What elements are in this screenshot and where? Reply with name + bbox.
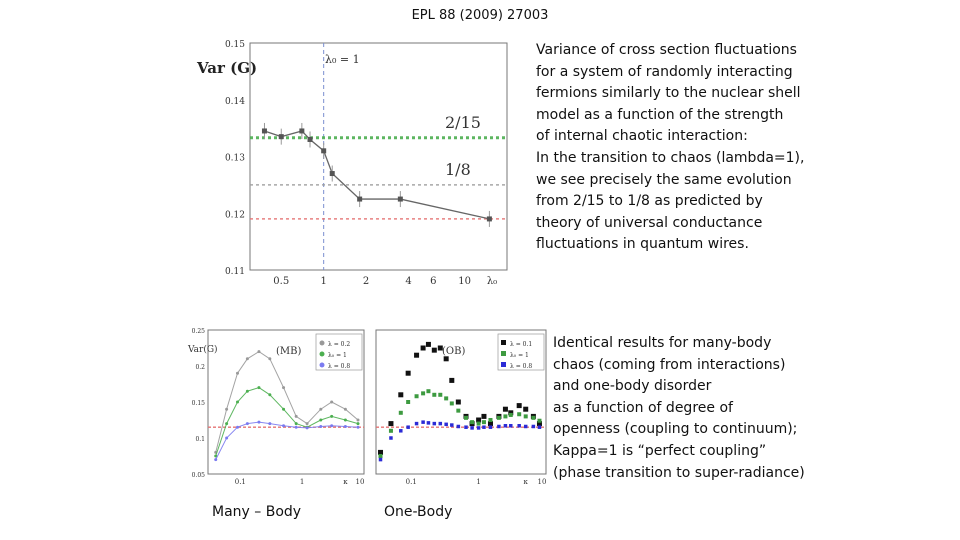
y-tick-label: 0.1 (195, 436, 205, 443)
data-point (268, 357, 271, 360)
x-tick-label: λ₀ (486, 276, 498, 287)
data-point (504, 424, 508, 428)
data-point (531, 416, 535, 420)
data-point (214, 458, 217, 461)
data-point (388, 421, 393, 426)
x-tick-label: 10 (537, 478, 547, 486)
y-axis-label: Var (G) (197, 59, 258, 77)
data-point (282, 386, 285, 389)
data-point (299, 128, 304, 133)
x-tick-label: 6 (430, 276, 437, 287)
data-point (246, 357, 249, 360)
data-point (532, 425, 536, 429)
data-point (538, 425, 542, 429)
data-point (398, 392, 403, 397)
ob-title: (OB) (442, 346, 466, 357)
data-point (523, 407, 528, 412)
data-point (456, 400, 461, 405)
reference-line-label: 2/15 (445, 112, 481, 132)
data-point (344, 419, 347, 422)
x-tick-label: 1 (299, 478, 305, 486)
x-tick-label: κ (343, 478, 348, 486)
legend-marker (320, 352, 325, 357)
y-tick-label: 0.11 (224, 267, 245, 277)
data-point (330, 401, 333, 404)
y-tick-label: 0.14 (224, 96, 245, 107)
data-point (415, 394, 419, 398)
data-point (399, 411, 403, 415)
x-tick-label: 10 (355, 478, 365, 486)
many-body-chart (186, 322, 370, 490)
data-point (426, 389, 430, 393)
data-point (257, 386, 260, 389)
data-point (406, 425, 410, 429)
y-tick-label: 0.15 (191, 400, 205, 407)
legend-label: λ = 0.8 (510, 363, 533, 370)
x-tick-label: 1 (320, 276, 327, 287)
data-point (321, 148, 326, 153)
data-point (464, 425, 468, 429)
legend-label: λ = 0.8 (328, 363, 351, 370)
data-point (282, 408, 285, 411)
data-point (225, 437, 228, 440)
data-point (246, 390, 249, 393)
data-point (503, 414, 507, 418)
data-point (421, 420, 425, 424)
data-point (225, 422, 228, 425)
data-point (464, 416, 468, 420)
legend-label: λ = 0.2 (328, 341, 351, 348)
data-point (439, 422, 443, 426)
y-tick-label: 0.12 (224, 210, 245, 221)
y-tick-label: 0.25 (191, 328, 205, 335)
data-point (517, 412, 521, 416)
data-point (406, 371, 411, 376)
data-point (279, 134, 284, 139)
data-point (517, 424, 521, 428)
data-point (236, 372, 239, 375)
y-tick-label: 0.13 (224, 153, 245, 164)
data-point (308, 137, 313, 142)
data-point (517, 403, 522, 408)
data-point (477, 426, 481, 430)
data-point (319, 408, 322, 411)
data-point (282, 424, 285, 427)
legend-marker (501, 351, 506, 356)
data-point (330, 171, 335, 176)
y-tick-label: 0.2 (195, 364, 205, 371)
data-point (257, 350, 260, 353)
data-point (306, 422, 309, 425)
data-point (421, 391, 425, 395)
data-point (438, 393, 442, 397)
data-point (357, 419, 360, 422)
x-tick-label: 0.1 (234, 478, 246, 486)
data-point (449, 378, 454, 383)
data-point (268, 422, 271, 425)
data-point (432, 393, 436, 397)
data-point (489, 425, 493, 429)
variance-vs-lambda-chart (195, 38, 530, 290)
data-point (470, 420, 474, 424)
data-point (421, 346, 426, 351)
data-point (379, 458, 383, 462)
data-point (524, 414, 528, 418)
data-point (389, 429, 393, 433)
y-tick-label: 0.05 (191, 472, 205, 479)
data-point (319, 425, 322, 428)
data-point (406, 400, 410, 404)
data-point (319, 419, 322, 422)
data-point (236, 401, 239, 404)
data-point (357, 426, 360, 429)
vline-label: λ₀ = 1 (325, 53, 360, 66)
x-tick-label: 0.1 (405, 478, 417, 486)
legend-marker (320, 363, 325, 368)
data-point (357, 422, 360, 425)
data-point (450, 401, 454, 405)
data-point (482, 420, 486, 424)
mb-y-axis-label: Var(G) (188, 345, 218, 355)
data-point (246, 422, 249, 425)
data-point (389, 436, 393, 440)
data-point (444, 423, 448, 427)
caption-one-body: One-Body (384, 504, 453, 520)
data-point (357, 197, 362, 202)
data-point (497, 416, 501, 420)
data-point (379, 454, 383, 458)
data-point (433, 422, 437, 426)
y-tick-label: 0.15 (224, 40, 245, 50)
data-point (344, 425, 347, 428)
legend-label: λ₀ = 1 (328, 352, 347, 359)
data-point (503, 407, 508, 412)
data-point (470, 426, 474, 430)
paragraph-top: Variance of cross section fluctuations for a system of randomly interacting fermions similarly to the nuclear shell model as a function of the strength of internal chaotic interaction: In the transition to chaos (lambda=1), we see precisely the same evolution from 2/15 to 1/8 as predicted by theory of universal conductance fluctuations in quantum wires. (536, 42, 805, 253)
data-point (268, 393, 271, 396)
data-point (488, 418, 492, 422)
data-point (225, 408, 228, 411)
x-tick-label: 2 (362, 276, 370, 287)
data-point (344, 408, 347, 411)
data-point (450, 423, 454, 427)
data-point (487, 216, 492, 221)
data-point (295, 415, 298, 418)
data-point (236, 426, 239, 429)
x-tick-label: 1 (476, 478, 481, 486)
data-point (456, 409, 460, 413)
x-tick-label: 4 (405, 276, 412, 287)
one-body-chart (372, 322, 552, 490)
legend-label: λ = 0.1 (510, 341, 533, 348)
legend-marker (320, 341, 325, 346)
data-point (414, 353, 419, 358)
data-point (306, 426, 309, 429)
data-point (481, 414, 486, 419)
legend-marker (501, 340, 506, 345)
caption-many-body: Many – Body (212, 504, 302, 520)
reference-line-label: 1/8 (445, 159, 471, 179)
data-point (509, 424, 513, 428)
data-point (427, 421, 431, 425)
data-point (482, 425, 486, 429)
data-point (262, 128, 267, 133)
citation-header: EPL 88 (2009) 27003 (411, 8, 549, 23)
data-point (415, 422, 419, 426)
data-point (497, 425, 501, 429)
mb-title: (MB) (276, 346, 302, 357)
legend-marker (501, 362, 506, 367)
plot-frame (250, 43, 507, 270)
data-point (330, 424, 333, 427)
data-point (399, 429, 403, 433)
data-point (426, 342, 431, 347)
legend-label: λ₀ = 1 (510, 352, 529, 359)
data-point (444, 356, 449, 361)
data-point (330, 415, 333, 418)
data-point (477, 422, 481, 426)
paragraph-bottom: Identical results for many-body chaos (coming from interactions) and one-body disorder as a function of degree of openness (coupling to continuum); Kappa=1 is “perfect coupling” (phase transition to super-radiance) (553, 335, 805, 481)
data-point (432, 348, 437, 353)
data-point (257, 421, 260, 424)
data-point (444, 396, 448, 400)
data-point (524, 425, 528, 429)
data-point (398, 197, 403, 202)
x-tick-label: 10 (458, 276, 471, 287)
x-tick-label: κ (523, 478, 528, 486)
data-point (295, 426, 298, 429)
data-point (509, 413, 513, 417)
data-point (537, 419, 541, 423)
x-tick-label: 0.5 (273, 276, 290, 287)
data-point (295, 422, 298, 425)
data-point (457, 425, 461, 429)
